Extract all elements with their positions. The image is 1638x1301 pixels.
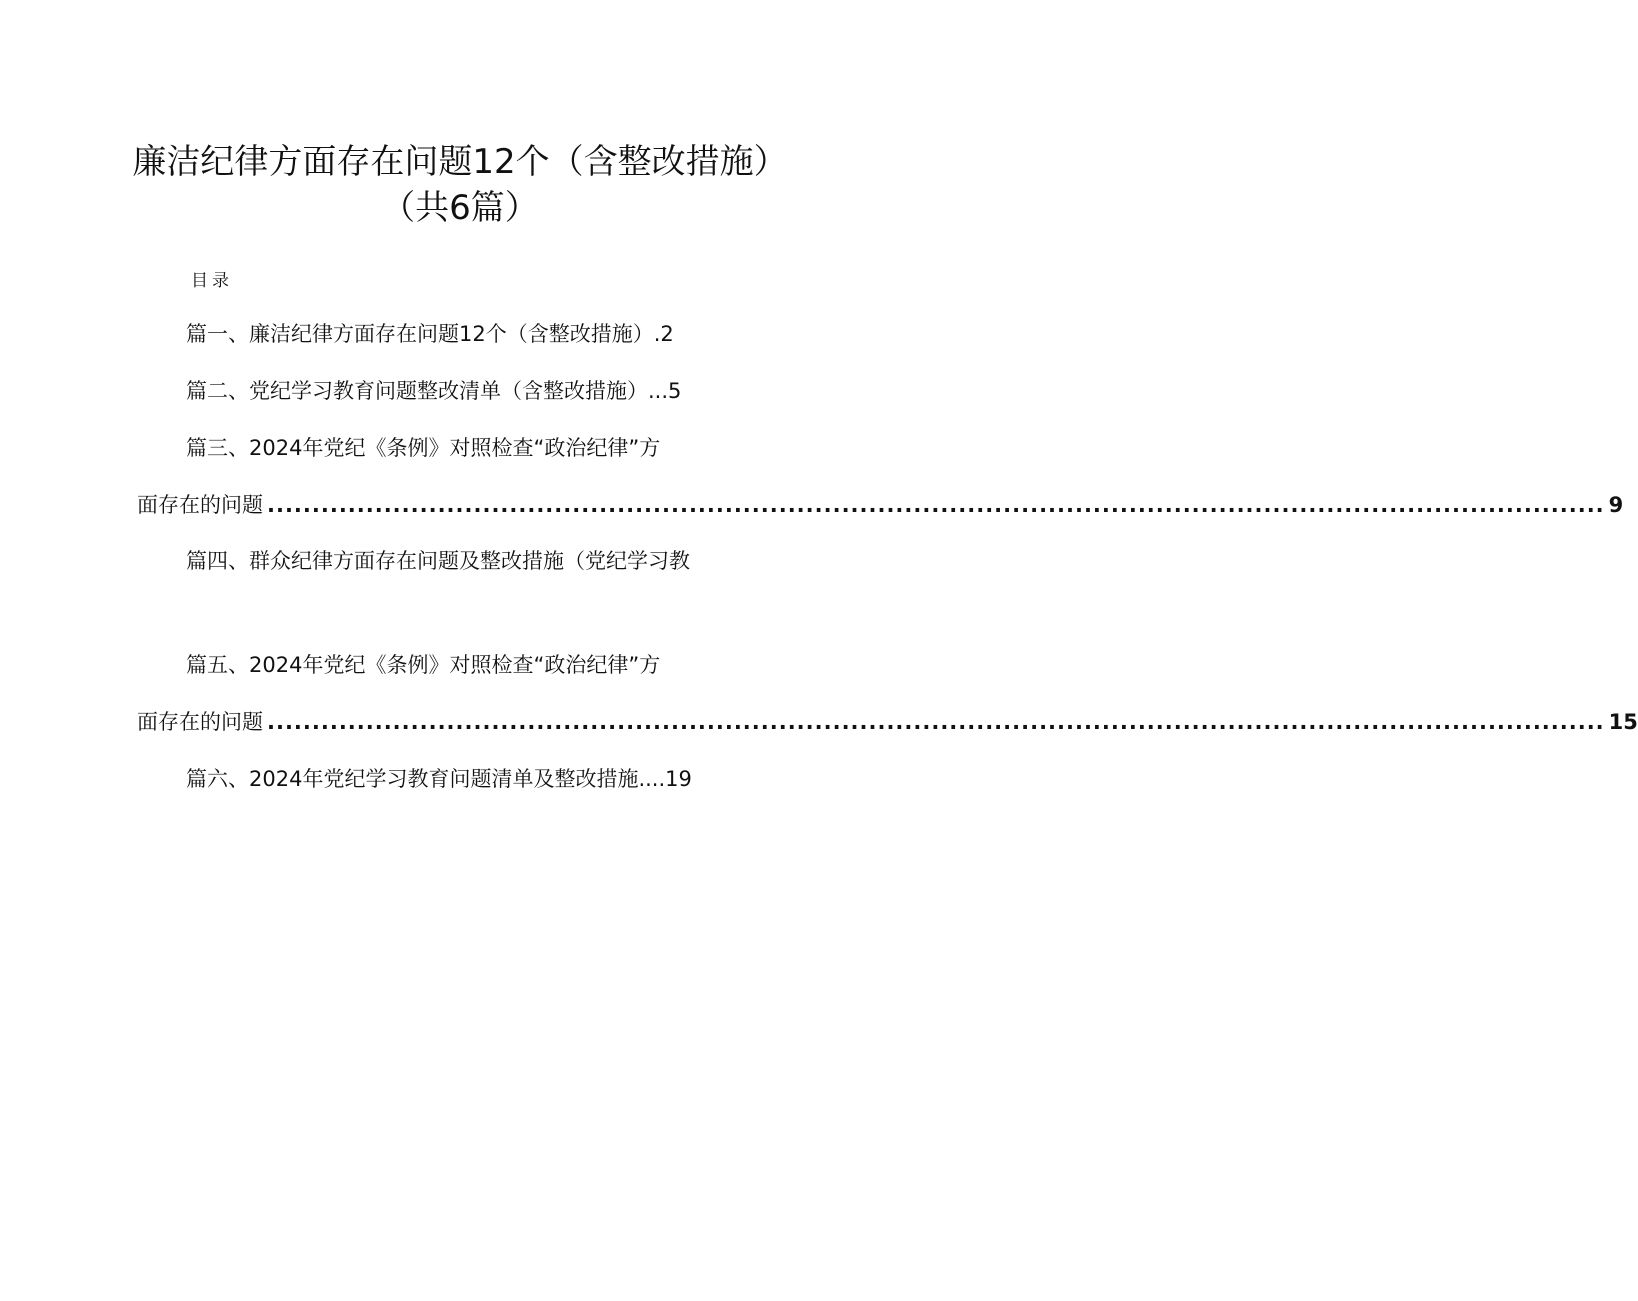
toc-entry-3-line-2[interactable] [137,491,1624,519]
dot-leader: ..................................................................................................................................................... [267,493,1605,517]
toc-entry-6[interactable]: 篇六、2024年党纪学习教育问题清单及整改措施....19 [186,767,692,791]
toc-entry-3-page: 9 [1608,493,1624,517]
toc-entry-5-line-2[interactable] [137,708,1638,736]
toc-heading: 目录 [191,271,233,291]
document-title-line-1: 廉洁纪律方面存在问题12个（含整改措施） [132,142,788,182]
toc-entry-4[interactable]: 篇四、群众纪律方面存在问题及整改措施（党纪学习教 [186,549,690,573]
toc-entry-5-line-1[interactable]: 篇五、2024年党纪《条例》对照检查“政治纪律”方 [186,653,661,677]
toc-entry-3-line-1[interactable]: 篇三、2024年党纪《条例》对照检查“政治纪律”方 [186,436,661,460]
toc-entry-3-text: 面存在的问题 [137,493,263,517]
toc-entry-5-page: 15 [1608,710,1638,734]
toc-entry-1[interactable]: 篇一、廉洁纪律方面存在问题12个（含整改措施）.2 [186,322,674,346]
toc-entry-2[interactable]: 篇二、党纪学习教育问题整改清单（含整改措施）...5 [186,379,682,403]
toc-entry-5-text: 面存在的问题 [137,710,263,734]
dot-leader: ..................................................................................................................................................... [267,710,1605,734]
document-title-line-2: （共6篇） [381,188,539,228]
